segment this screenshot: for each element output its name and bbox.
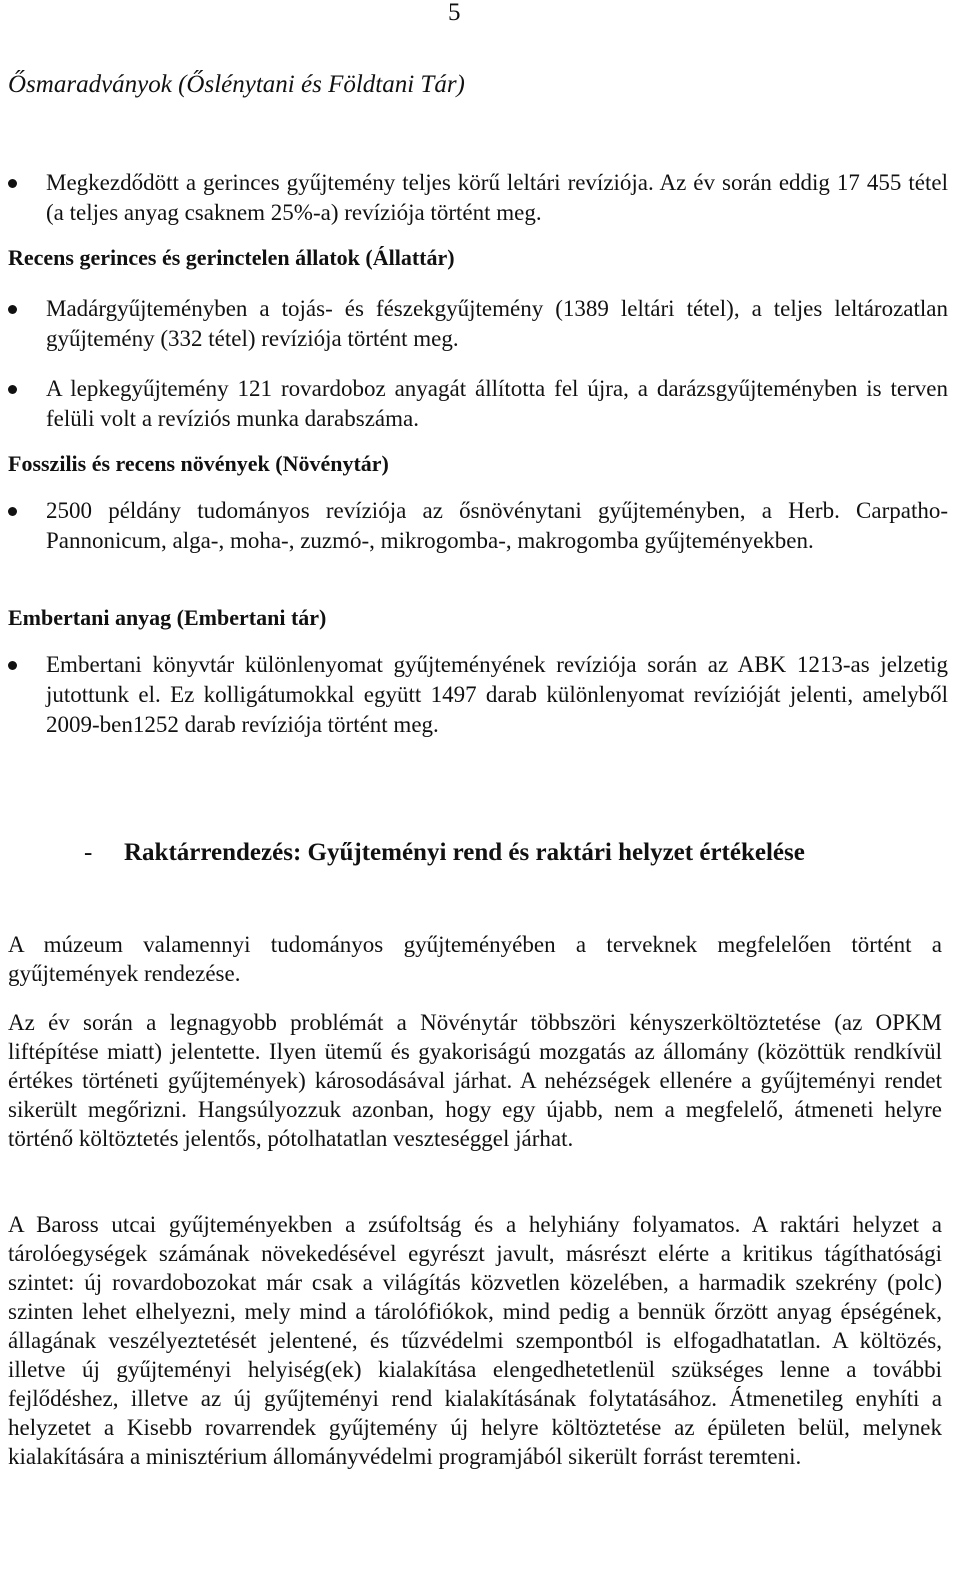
section-heading-fossils: Ősmaradványok (Őslénytani és Földtani Tár) [8,71,465,98]
section-heading-zoology: Recens gerinces és gerinctelen állatok (Állattár) [8,245,455,270]
section-heading-botany: Fosszilis és recens növények (Növénytár) [8,451,389,476]
section-heading-anthropology: Embertani anyag (Embertani tár) [8,605,327,630]
page-number: 5 [448,0,461,26]
title-dash: - [84,839,93,866]
paragraph: A múzeum valamennyi tudományos gyűjteményében a terveknek megfelelően történt a gyűjtemények rendezése. [8,932,942,986]
paragraph: A Baross utcai gyűjteményekben a zsúfoltság és a helyhiány folyamatos. A raktári helyzet a tárolóegységek számának növekedésével egyrészt javult, másrészt elérte a kritikus tágíthatósági szintet: új rovardobozokat már csak a világítás közvetlen közelében, a harmadik szekrény (polc) szinten lehet elhelyezni, mely mind a tárolófiókok, mind pedig a bennük őrzött anyag épségének, állagának veszélyeztetését jelentené, és tűzvédelmi szempontból is elfogadhatatlan. A költözés, illetve új gyűjteményi helyiség(ek) kialakítása elengedhetetlenül szükséges lenne a további fejlődéshez, illetve az új gyűjteményi rend kialakításának folytatásához. Átmenetileg enyhíti a helyzetet a Kisebb rovarrendek gyűjtemény új helyre költöztetése az épületen belül, melynek kialakítására a minisztérium állományvédelmi programjából sikerült forrást teremteni. [8,1212,942,1469]
list-item-text: Megkezdődött a gerinces gyűjtemény teljes körű leltári revíziója. Az év során eddig 17 455 tétel (a teljes anyag csaknem 25%-a) revíziója történt meg. [46,170,948,225]
storage-section-title [84,838,805,868]
paragraph: Az év során a legnagyobb problémát a Növénytár többszöri kényszerköltöztetése (az OPKM liftépítése miatt) jelentette. Ilyen ütemű és gyakoriságú mozgatás az állomány (közöttük rendkívül értékes történeti gyűjtemények) károsodásával járhat. A nehézségek ellenére a gyűjteményi rendet sikerült megőrizni. Hangsúlyozzuk azonban, hogy egy újabb, nem a megfelelő, átmeneti helyre történő költöztetés jelentős, pótolhatatlan veszteséggel járhat. [8,1010,942,1151]
storage-title-text: Raktárrendezés: Gyűjteményi rend és raktári helyzet értékelése [124,839,805,866]
list-item-text: A lepkegyűjtemény 121 rovardoboz anyagát állította fel újra, a darázsgyűjteményben is terven felüli volt a revíziós munka darabszáma. [46,376,948,431]
bullet-icon [8,305,17,314]
list-item-text: 2500 példány tudományos revíziója az ősnövénytani gyűjteményben, a Herb. Carpatho-Pannonicum, alga-, moha-, zuzmó-, mikrogomba-, makrogomba gyűjteményekben. [46,498,948,553]
list-item-text: Madárgyűjteményben a tojás- és fészekgyűjtemény (1389 leltári tétel), a teljes leltározatlan gyűjtemény (332 tétel) revíziója történt meg. [46,296,948,351]
list-item-text: Embertani könyvtár különlenyomat gyűjteményének revíziója során az ABK 1213-as jelzetig jutottunk el. Ez kolligátumokkal együtt 1497 darab különlenyomat revízióját jelenti, amelyből 2009-ben1252 darab revíziója történt meg. [46,652,948,737]
bullet-icon [8,507,17,516]
bullet-icon [8,385,17,394]
bullet-icon [8,179,17,188]
bullet-icon [8,661,17,670]
